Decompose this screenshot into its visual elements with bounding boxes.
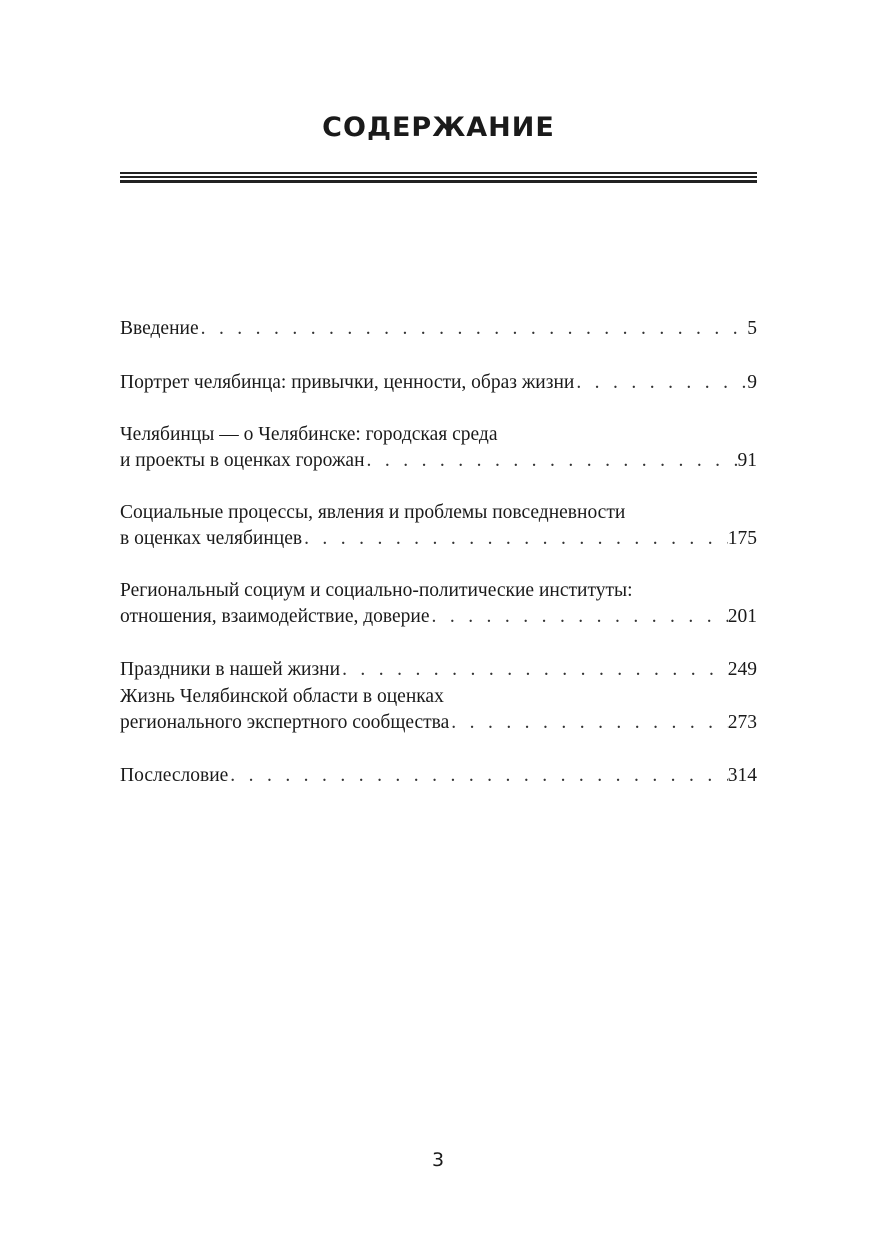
toc-page-number: 249 (727, 659, 757, 680)
dot-leader (199, 318, 748, 340)
toc-entry-afterword[interactable] (120, 765, 757, 791)
dot-leader (365, 450, 738, 472)
toc-entry-social-processes[interactable] (120, 502, 757, 554)
dot-leader (449, 712, 727, 734)
toc-entry-title: Портрет челябинца: привычки, ценности, образ жизни (120, 372, 575, 393)
toc-entry-urban-environment[interactable] (120, 424, 757, 476)
toc-entry-title: Введение (120, 318, 199, 339)
toc-entry-expert-assessment[interactable] (120, 686, 757, 738)
toc-entry-title: Послесловие (120, 765, 229, 786)
page-title: СОДЕРЖАНИЕ (322, 112, 555, 143)
toc-page-number: 314 (727, 765, 757, 786)
title-divider (120, 172, 757, 184)
dot-leader (302, 528, 728, 550)
toc-page-number: 201 (727, 606, 757, 627)
toc-entry-title: Праздники в нашей жизни (120, 659, 341, 680)
toc-entry-title-continued: регионального экспертного сообщества (120, 712, 450, 733)
toc-entry-title: Региональный социум и социально-политические институты: (120, 580, 633, 601)
toc-page-number: 5 (747, 318, 757, 339)
toc-entry-holidays[interactable] (120, 659, 757, 685)
toc-entry-title: Челябинцы — о Челябинске: городская среда (120, 424, 498, 445)
page-number: 3 (431, 1149, 445, 1171)
toc-entry-title-continued: и проекты в оценках горожан (120, 450, 365, 471)
dot-leader (574, 372, 747, 394)
dot-leader (228, 765, 727, 787)
dot-leader (430, 606, 728, 628)
toc-entry-title-continued: отношения, взаимодействие, доверие (120, 606, 430, 627)
toc-page-number: 9 (747, 372, 757, 393)
toc-entry-title-continued: в оценках челябинцев (120, 528, 303, 549)
toc-entry-title: Социальные процессы, явления и проблемы повседневности (120, 502, 626, 523)
toc-page-number: 175 (727, 528, 757, 549)
dot-leader (340, 659, 728, 681)
toc-page-number: 273 (727, 712, 757, 733)
toc-entry-regional-society[interactable] (120, 580, 757, 632)
toc-entry-introduction[interactable] (120, 318, 757, 344)
toc-page-number: 91 (737, 450, 757, 471)
toc-entry-portrait[interactable] (120, 372, 757, 398)
toc-entry-title: Жизнь Челябинской области в оценках (120, 686, 444, 707)
